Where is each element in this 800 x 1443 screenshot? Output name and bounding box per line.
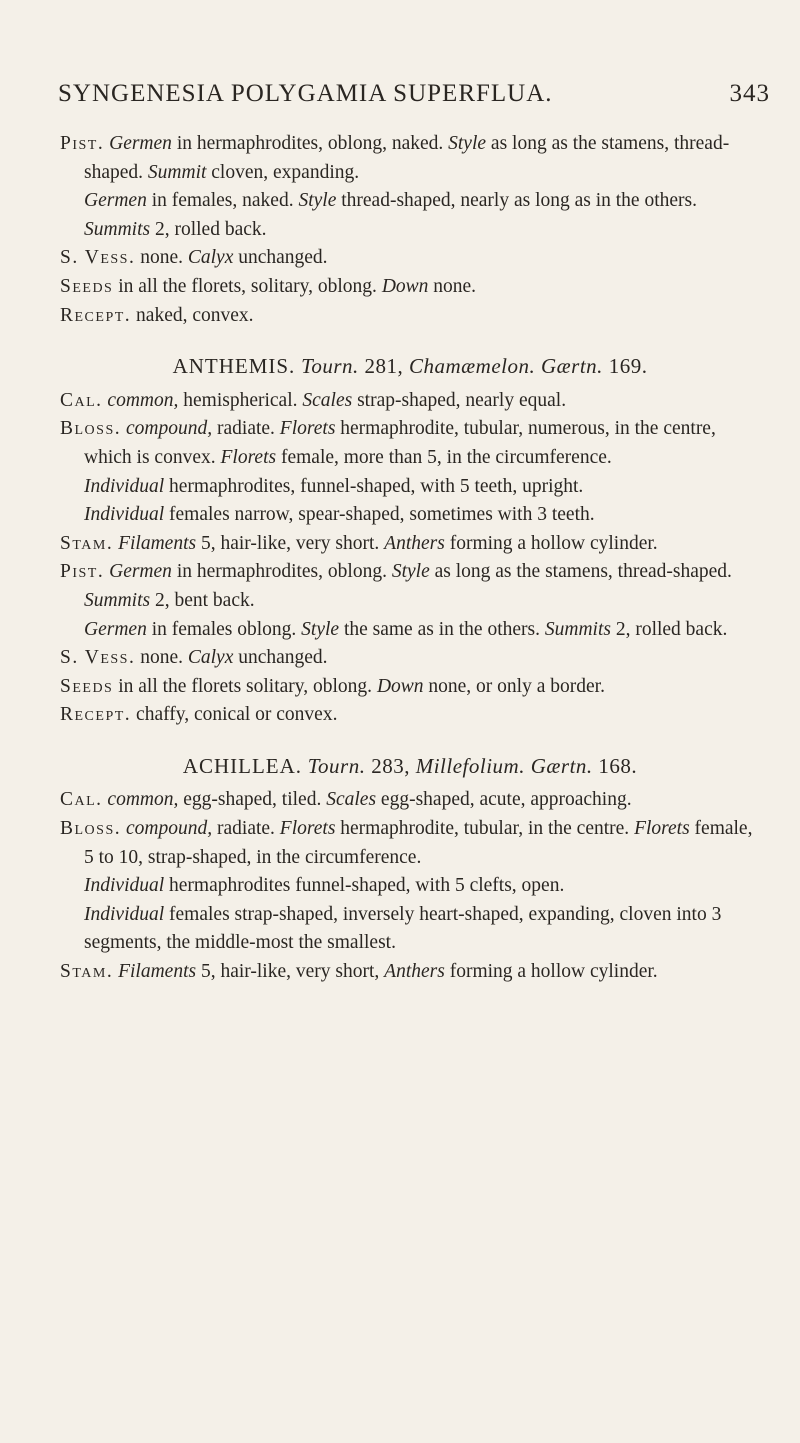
header-title: SYNGENESIA POLYGAMIA SUPERFLUA.: [58, 80, 553, 107]
text: female, more than 5, in the circumference.: [276, 446, 612, 468]
term: Calyx: [187, 647, 234, 669]
text: in females oblong.: [146, 618, 302, 640]
genus-name: ACHILLEA.: [182, 753, 303, 778]
seeds-label: Seeds: [60, 275, 114, 297]
term: Style: [298, 190, 337, 212]
pist-paragraph: [60, 558, 760, 615]
cal-label: Cal.: [60, 389, 103, 411]
text: hemispherical.: [178, 389, 303, 411]
text: naked, convex.: [131, 304, 254, 326]
synonym: Chamæmelon.: [409, 354, 536, 379]
text: 2, bent back.: [150, 589, 255, 611]
cal-label: Cal.: [60, 789, 103, 811]
vess-paragraph: [60, 244, 760, 273]
text: 2, rolled back.: [150, 218, 267, 240]
text: unchanged.: [233, 647, 328, 669]
bloss-label: Bloss.: [60, 818, 122, 840]
stam-paragraph: [60, 958, 760, 987]
text: the same as in the others.: [339, 618, 545, 640]
pist-paragraph: [60, 130, 760, 187]
individual-paragraph: [60, 872, 760, 901]
text: forming a hollow cylinder.: [444, 532, 658, 554]
author: Tourn.: [301, 354, 359, 379]
text: cloven, expanding.: [206, 161, 360, 183]
term: Germen: [109, 561, 172, 583]
pist-label: Pist.: [60, 561, 105, 583]
recept-label: Recept.: [60, 704, 132, 726]
vess-label: S. Vess.: [60, 647, 136, 669]
term: Florets: [279, 418, 336, 440]
text: thread-shaped, nearly as long as in the others.: [336, 190, 697, 212]
term: common,: [107, 789, 179, 811]
text: in hermaphrodites, oblong, naked.: [171, 133, 449, 154]
term: Individual: [84, 875, 165, 897]
term: Down: [381, 275, 429, 297]
author: Gærtn.: [541, 354, 603, 379]
stam-label: Stam.: [60, 532, 114, 554]
page-number: 343: [729, 80, 770, 107]
term: Filaments: [118, 532, 197, 554]
term: Germen: [109, 133, 172, 154]
text: 169.: [602, 354, 648, 379]
stam-label: Stam.: [60, 961, 114, 983]
genus-name: ANTHEMIS.: [172, 354, 296, 379]
stam-paragraph: [60, 530, 760, 559]
cal-paragraph: [60, 786, 760, 815]
text: females strap-shaped, inversely heart-shaped, expanding, cloven into 3 segments, the middle-most the smallest.: [84, 903, 722, 954]
text: in all the florets, solitary, oblong.: [113, 275, 382, 297]
term: Style: [391, 561, 430, 583]
seeds-paragraph: [60, 273, 760, 302]
genus-heading-achillea: [60, 752, 760, 781]
text: females narrow, spear-shaped, sometimes with 3 teeth.: [164, 504, 595, 526]
individual-paragraph: [60, 473, 760, 502]
text: as long as the stamens, thread-shaped.: [429, 561, 732, 583]
bloss-label: Bloss.: [60, 418, 122, 440]
synonym: Millefolium.: [415, 753, 525, 778]
text: hermaphrodite, tubular, in the centre.: [335, 818, 635, 840]
vess-label: S. Vess.: [60, 247, 136, 269]
text: unchanged.: [233, 247, 328, 269]
individual-paragraph: [60, 901, 760, 958]
text: in females, naked.: [146, 190, 299, 212]
term: Summit: [147, 161, 207, 183]
text: none.: [135, 247, 188, 269]
text: strap-shaped, nearly equal.: [352, 389, 567, 411]
term: Style: [448, 133, 487, 154]
term: compound,: [126, 818, 213, 840]
term: Individual: [84, 504, 165, 526]
text: as long as the stamens, thread-shaped.: [84, 133, 730, 183]
term: Florets: [220, 446, 277, 468]
bloss-paragraph: [60, 815, 760, 872]
text: forming a hollow cylinder.: [444, 961, 658, 983]
pist-female-paragraph: [60, 187, 760, 244]
text: 5, hair-like, very short.: [196, 532, 385, 554]
term: Scales: [302, 389, 353, 411]
text: 281,: [358, 354, 409, 379]
term: compound,: [126, 418, 213, 440]
text: hermaphrodites, funnel-shaped, with 5 teeth, upright.: [164, 475, 584, 497]
pist-female-paragraph: [60, 616, 760, 645]
text: 5, hair-like, very short,: [196, 961, 385, 983]
recept-paragraph: [60, 302, 760, 331]
text: female, 5 to 10, strap-shaped, in the circumference.: [84, 818, 753, 868]
text: none.: [428, 275, 477, 297]
running-header: [58, 80, 770, 108]
term: Down: [376, 675, 424, 697]
individual-paragraph: [60, 501, 760, 530]
text: in hermaphrodites, oblong.: [171, 561, 392, 583]
term: Florets: [279, 818, 336, 840]
term: Individual: [84, 903, 165, 925]
seeds-label: Seeds: [60, 675, 114, 697]
text: chaffy, conical or convex.: [131, 704, 338, 726]
term: Scales: [326, 789, 377, 811]
genus-heading-anthemis: [60, 352, 760, 381]
text: 283,: [365, 753, 416, 778]
text: in all the florets solitary, oblong.: [113, 675, 377, 697]
text: hermaphrodites funnel-shaped, with 5 clefts, open.: [164, 875, 565, 897]
term: Anthers: [384, 532, 445, 554]
text: 2, rolled back.: [610, 618, 728, 640]
recept-label: Recept.: [60, 304, 132, 326]
term: Anthers: [384, 961, 445, 983]
page-text: [60, 130, 760, 987]
term: Summits: [84, 218, 151, 240]
pist-label: Pist.: [60, 133, 105, 154]
term: Summits: [544, 618, 611, 640]
text: none, or only a border.: [423, 675, 605, 697]
vess-paragraph: [60, 644, 760, 673]
term: Style: [301, 618, 340, 640]
text: radiate.: [212, 818, 280, 840]
bloss-paragraph: [60, 415, 760, 472]
text: egg-shaped, acute, approaching.: [376, 789, 632, 811]
author: Gærtn.: [530, 753, 593, 778]
text: radiate.: [212, 418, 280, 440]
recept-paragraph: [60, 701, 760, 730]
cal-paragraph: [60, 387, 760, 416]
text: none.: [135, 647, 188, 669]
author: Tourn.: [307, 753, 366, 778]
seeds-paragraph: [60, 673, 760, 702]
term: Calyx: [187, 247, 234, 269]
text: 168.: [592, 753, 638, 778]
term: Summits: [84, 589, 151, 611]
term: Florets: [634, 818, 690, 840]
text: egg-shaped, tiled.: [178, 789, 327, 811]
text: hermaphrodite, tubular, numerous, in the centre, which is convex.: [84, 418, 716, 468]
term: Filaments: [118, 961, 197, 983]
term: Individual: [84, 475, 165, 497]
term: Germen: [84, 190, 147, 212]
term: common,: [107, 389, 179, 411]
term: Germen: [84, 618, 147, 640]
